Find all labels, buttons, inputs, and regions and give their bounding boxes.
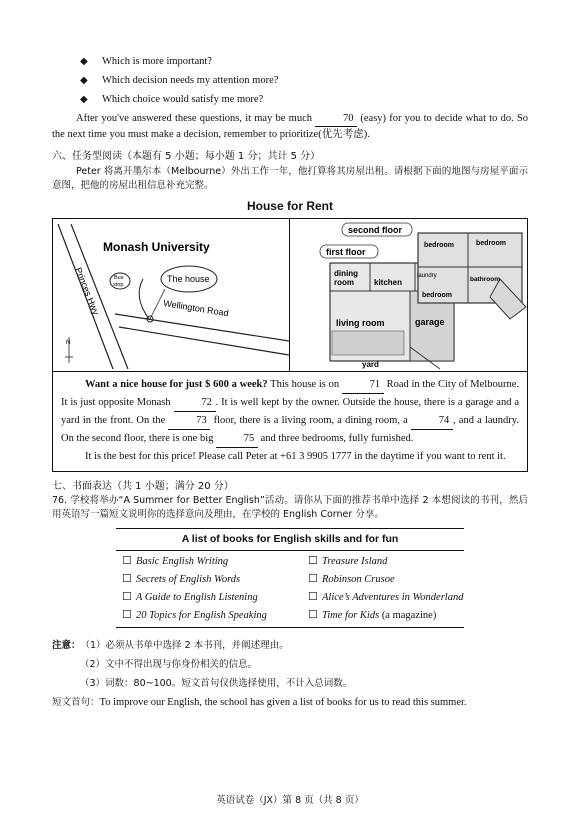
dining-room-label: dining [334, 268, 358, 278]
diamond-bullet-icon: ◆ [80, 55, 88, 67]
question-item: ◆ Which is more important? [80, 55, 212, 68]
page-footer: 英语试卷（JX）第 8 页（共 8 页） [216, 795, 364, 806]
answer-blank-75: 75 [216, 430, 258, 448]
writing-notes: 注意： （1）必须从书单中选择 2 本书刊，并阐述理由。 （2）文中不得出现与你身份相关的信息。 （3）词数：80~100。短文首句仅供选择使用，不计入总词数。 短文首句： To improve our English, the school has given a list of books for us to read this summer. [52, 639, 467, 708]
section-6-heading: 六、任务型阅读（本题有 5 小题；每小题 1 分；共计 5 分） [52, 151, 321, 163]
wellington-road-label: Wellington Road [162, 297, 230, 319]
checkbox-icon: ☐ [308, 590, 318, 603]
book-list-table [116, 528, 464, 628]
bus-stop-label: Bus [114, 274, 124, 281]
checkbox-icon: ☐ [122, 608, 132, 621]
floor-plan [290, 219, 527, 371]
book-item: ☐ Treasure Island [308, 553, 470, 570]
svg-text:stop: stop [113, 281, 124, 288]
north-label: N [66, 339, 71, 346]
second-floor-label: second floor [348, 224, 403, 235]
bedroom-label: bedroom [476, 239, 506, 247]
writing-task: 76. 学校将举办“A Summer for Better English”活动。请你从下面的推荐书单中选择 2 本想阅读的书刊，然后用英语写一篇短文说明你的选择意向及理由，在学校的 English Corner 分享。 [52, 495, 528, 521]
question-item: ◆ Which decision needs my attention more? [80, 74, 279, 87]
bathroom-label: bathroom [470, 275, 500, 283]
diamond-bullet-icon: ◆ [80, 93, 88, 105]
book-item: ☐ Time for Kids (a magazine) [308, 607, 470, 624]
checkbox-icon: ☐ [308, 554, 318, 567]
first-floor-label: first floor [326, 246, 366, 257]
diamond-bullet-icon: ◆ [80, 74, 88, 86]
answer-blank-73: 73 [168, 412, 210, 430]
garage-label: garage [415, 316, 445, 327]
answer-blank-70: 70 [315, 111, 357, 127]
book-item: ☐ Alice’s Adventures in Wonderland [308, 589, 470, 606]
contact-paragraph: It is the best for this price! Please call Peter at +61 3 9905 1777 in the daytime if you want to rent it. [85, 450, 506, 462]
exam-page [52, 52, 528, 712]
book-list-title: A list of books for English skills and for fun [116, 529, 464, 551]
question-item: ◆ Which choice would satisfy me more? [80, 93, 264, 106]
book-item: ☐ A Guide to English Listening [122, 589, 308, 606]
laundry-label: laundry [417, 272, 437, 279]
answer-blank-74: 74 [411, 412, 453, 430]
checkbox-icon: ☐ [122, 554, 132, 567]
location-map [53, 219, 290, 371]
checkbox-icon: ☐ [122, 590, 132, 603]
rent-advertisement: Want a nice house for just $ 600 a week? This house is on 71 Road in the City of Melbourne. It is just opposite Monash 72 . It is well kept by the owner. Outside the house, there is a garage and a yard in the front. On the 73 floor, there is a living room, a dining room, a 74 , and a laundry. On the second floor, there is one big 75 and three bedrooms, fully furnished. It is the best for this price! Please call Peter at +61 3 9905 1777 in the daytime if you want to rent it. [53, 372, 527, 471]
princes-hwy-label: Princes Hwy [73, 265, 102, 316]
section-7-heading: 七、书面表达（共 1 小题；满分 20 分） [52, 480, 234, 492]
bedroom-label: bedroom [422, 291, 452, 299]
answer-blank-71: 71 [342, 376, 384, 394]
checkbox-icon: ☐ [308, 572, 318, 585]
closing-paragraph: After you've answered these questions, it may be much 70 (easy) for you to decide what to do. So the next time you must make a decision, remember to prioritize(优先考虑). [52, 113, 528, 141]
yard-label: yard [362, 359, 379, 369]
book-item: ☐ Basic English Writing [122, 553, 308, 570]
checkbox-icon: ☐ [122, 572, 132, 585]
checkbox-icon: ☐ [308, 608, 318, 621]
book-item: ☐ Secrets of English Words [122, 571, 308, 588]
living-room-label: living room [336, 317, 385, 328]
house-label: The house [167, 273, 210, 284]
answer-blank-72: 72 [174, 394, 216, 412]
book-item: ☐ 20 Topics for English Speaking [122, 607, 308, 624]
bedroom-label: bedroom [424, 241, 454, 249]
university-label: Monash University [103, 239, 210, 254]
book-item: ☐ Robinson Crusoe [308, 571, 470, 588]
rent-box [52, 218, 528, 472]
section-6-intro: Peter 将离开墨尔本（Melbourne）外出工作一年，他打算将其房屋出租。请根据下面的地图与房屋平面示意图，把他的房屋出租信息补充完整。 [52, 165, 528, 191]
kitchen-label: kitchen [374, 277, 403, 287]
svg-text:room: room [334, 277, 354, 287]
house-for-rent-title: House for Rent [246, 199, 333, 214]
